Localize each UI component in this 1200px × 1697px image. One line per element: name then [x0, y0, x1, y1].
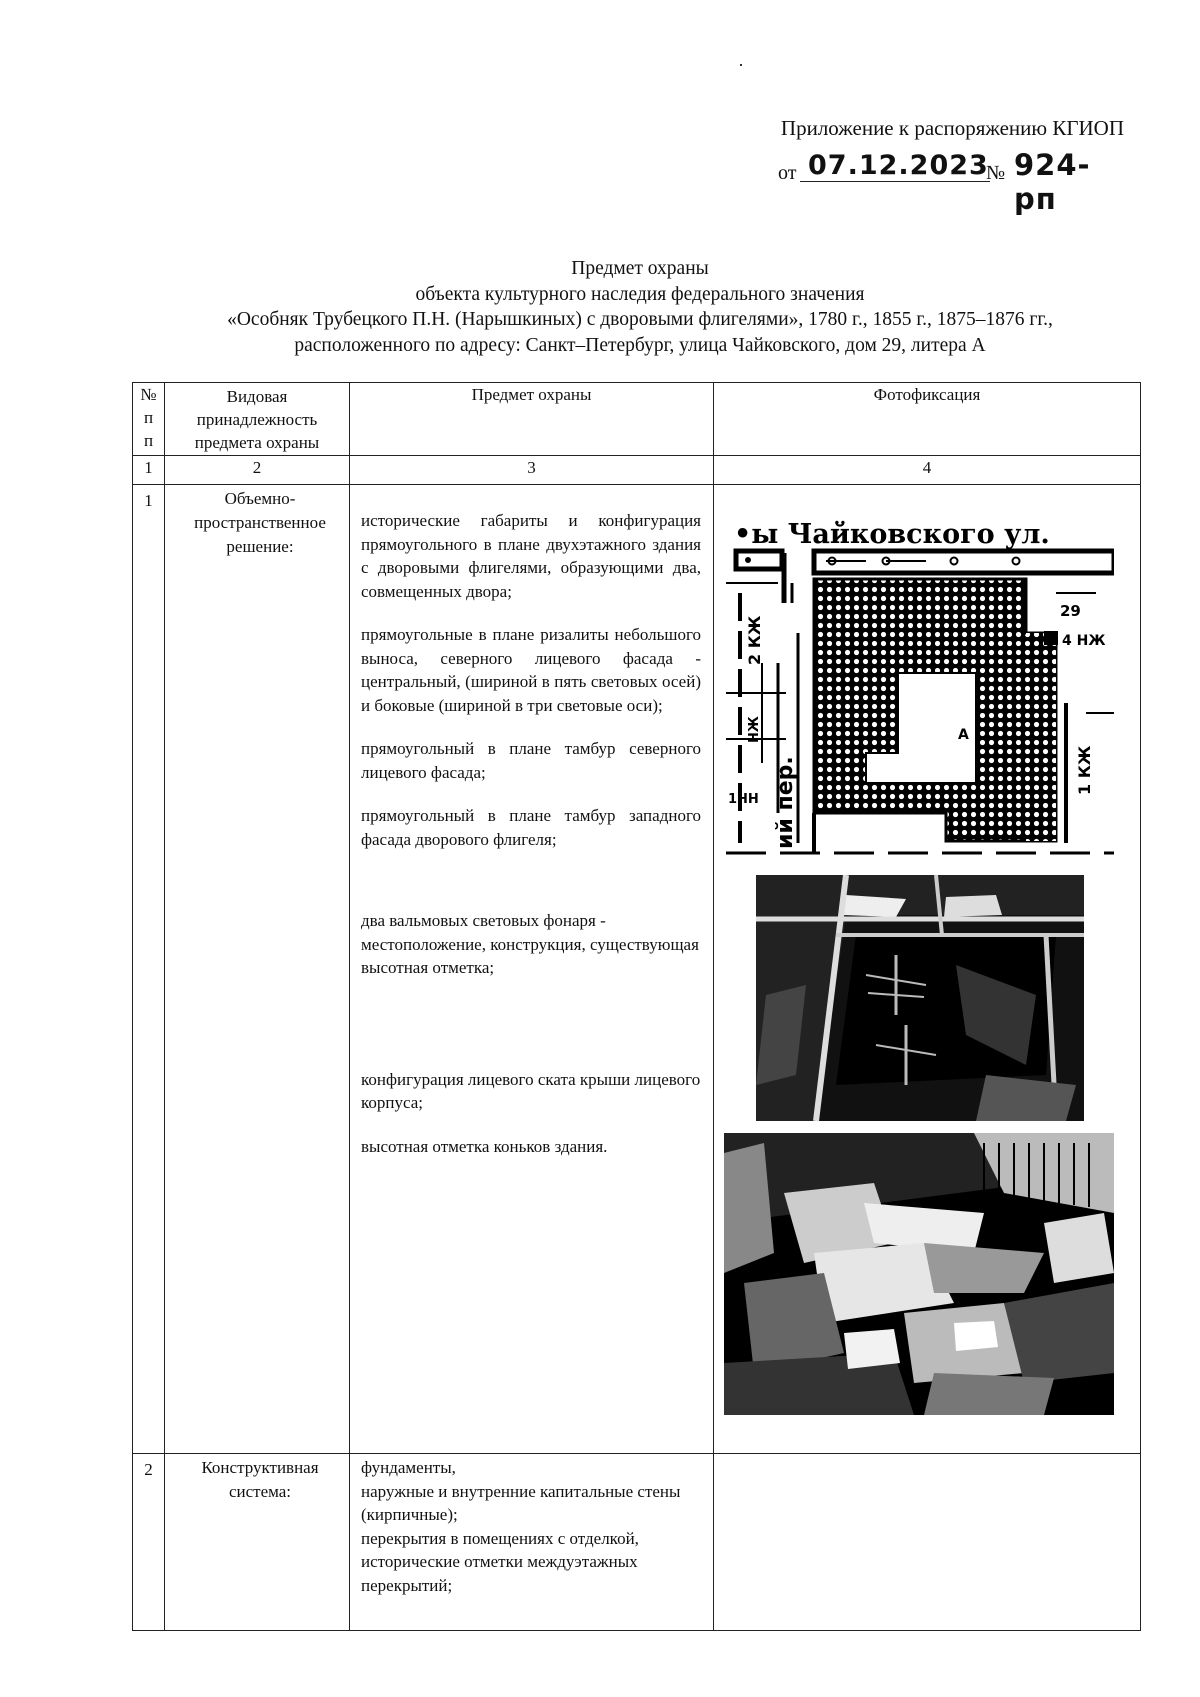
- from-label: от: [778, 162, 797, 184]
- aerial-photo-drawing: [724, 1133, 1114, 1415]
- col-number: 2: [165, 456, 350, 485]
- map-floors-west: 2 КЖ: [745, 615, 764, 665]
- row-items: [350, 1454, 714, 1631]
- header-photo: Фотофиксация: [714, 383, 1141, 456]
- row-category: Конструктивная система:: [165, 1454, 350, 1631]
- order-number: 924-рп: [1014, 148, 1091, 216]
- protection-subject-table: [132, 382, 1141, 1631]
- list-item: перекрытия в помещениях с отделкой, исторические отметки междуэтажных перекрытий;: [361, 1528, 639, 1595]
- list-item: фундаменты,: [361, 1458, 456, 1477]
- map-nzh-label: НЖ: [747, 716, 762, 743]
- title-line-3: «Особняк Трубецкого П.Н. (Нарышкиных) с дворовыми флигелями», 1780 г., 1855 г., 1875–1876 гг.,: [227, 309, 1053, 330]
- appendix-label: Приложение к распоряжению КГИОП: [780, 116, 1124, 140]
- map-lane-label: ий пер.: [773, 756, 798, 849]
- header-num: № п п: [133, 383, 165, 456]
- col-number: 1: [133, 456, 165, 485]
- list-item: прямоугольные в плане ризалиты небольшого выноса, северного лицевого фасада - центральный, (шириной в пять световых осей) и боковые (шириной в три световые оси);: [361, 625, 701, 715]
- aerial-photo: [724, 1133, 1114, 1415]
- row-items: [350, 485, 714, 1454]
- photo-cell-empty: [714, 1454, 1141, 1631]
- site-plan-drawing: [726, 513, 1114, 861]
- title-line-4: расположенного по адресу: Санкт–Петербург, улица Чайковского, дом 29, литера А: [294, 334, 986, 356]
- table-row: [133, 1454, 1141, 1631]
- title-line-2: объекта культурного наследия федерального значения: [415, 283, 865, 305]
- table-row: [133, 485, 1141, 1454]
- number-label: №: [986, 162, 1006, 184]
- site-plan-image: [726, 513, 1114, 861]
- document-title: [60, 256, 1200, 358]
- header-category: Видовая принадлежность предмета охраны: [165, 383, 350, 456]
- map-floors-east: 4 НЖ: [1062, 633, 1106, 649]
- list-item: прямоугольный в плане тамбур западного фасада дворового флигеля;: [361, 806, 701, 849]
- skylight-photo-drawing: [756, 875, 1084, 1121]
- list-item: исторические габариты и конфигурация прямоугольного в плане двухэтажного здания с дворовыми флигелями, образующими два, совмещенных двора;: [361, 511, 701, 601]
- map-house-number: 29: [1060, 602, 1081, 620]
- skylight-photo: [756, 875, 1084, 1121]
- map-street-label: •ы Чайковского ул.: [734, 519, 1050, 550]
- map-nzh2-label: 1НН: [728, 792, 759, 807]
- order-reference: [778, 148, 1128, 216]
- list-item: прямоугольный в плане тамбур северного лицевого фасада;: [361, 739, 701, 782]
- row-number: 2: [133, 1454, 165, 1631]
- list-item: наружные и внутренние капитальные стены (кирпичные);: [361, 1481, 681, 1524]
- scan-speck: [740, 64, 742, 66]
- list-item: два вальмовых световых фонаря - местоположение, конструкция, существующая высотная отметка;: [361, 911, 699, 977]
- order-date: 07.12.2023: [800, 150, 990, 182]
- row-category: Объемно-пространственное решение:: [165, 485, 350, 1454]
- title-line-1: Предмет охраны: [571, 258, 709, 279]
- col-number: 3: [350, 456, 714, 485]
- col-number: 4: [714, 456, 1141, 485]
- header-subject: Предмет охраны: [350, 383, 714, 456]
- photo-cell: [714, 485, 1141, 1454]
- table-header-row: [133, 383, 1141, 456]
- map-floors-court: 1 КЖ: [1075, 745, 1094, 795]
- row-number: 1: [133, 485, 165, 1454]
- column-number-row: [133, 456, 1141, 485]
- list-item: высотная отметка коньков здания.: [361, 1136, 608, 1156]
- list-item: конфигурация лицевого ската крыши лицевого корпуса;: [361, 1069, 701, 1112]
- map-litera: А: [958, 727, 969, 743]
